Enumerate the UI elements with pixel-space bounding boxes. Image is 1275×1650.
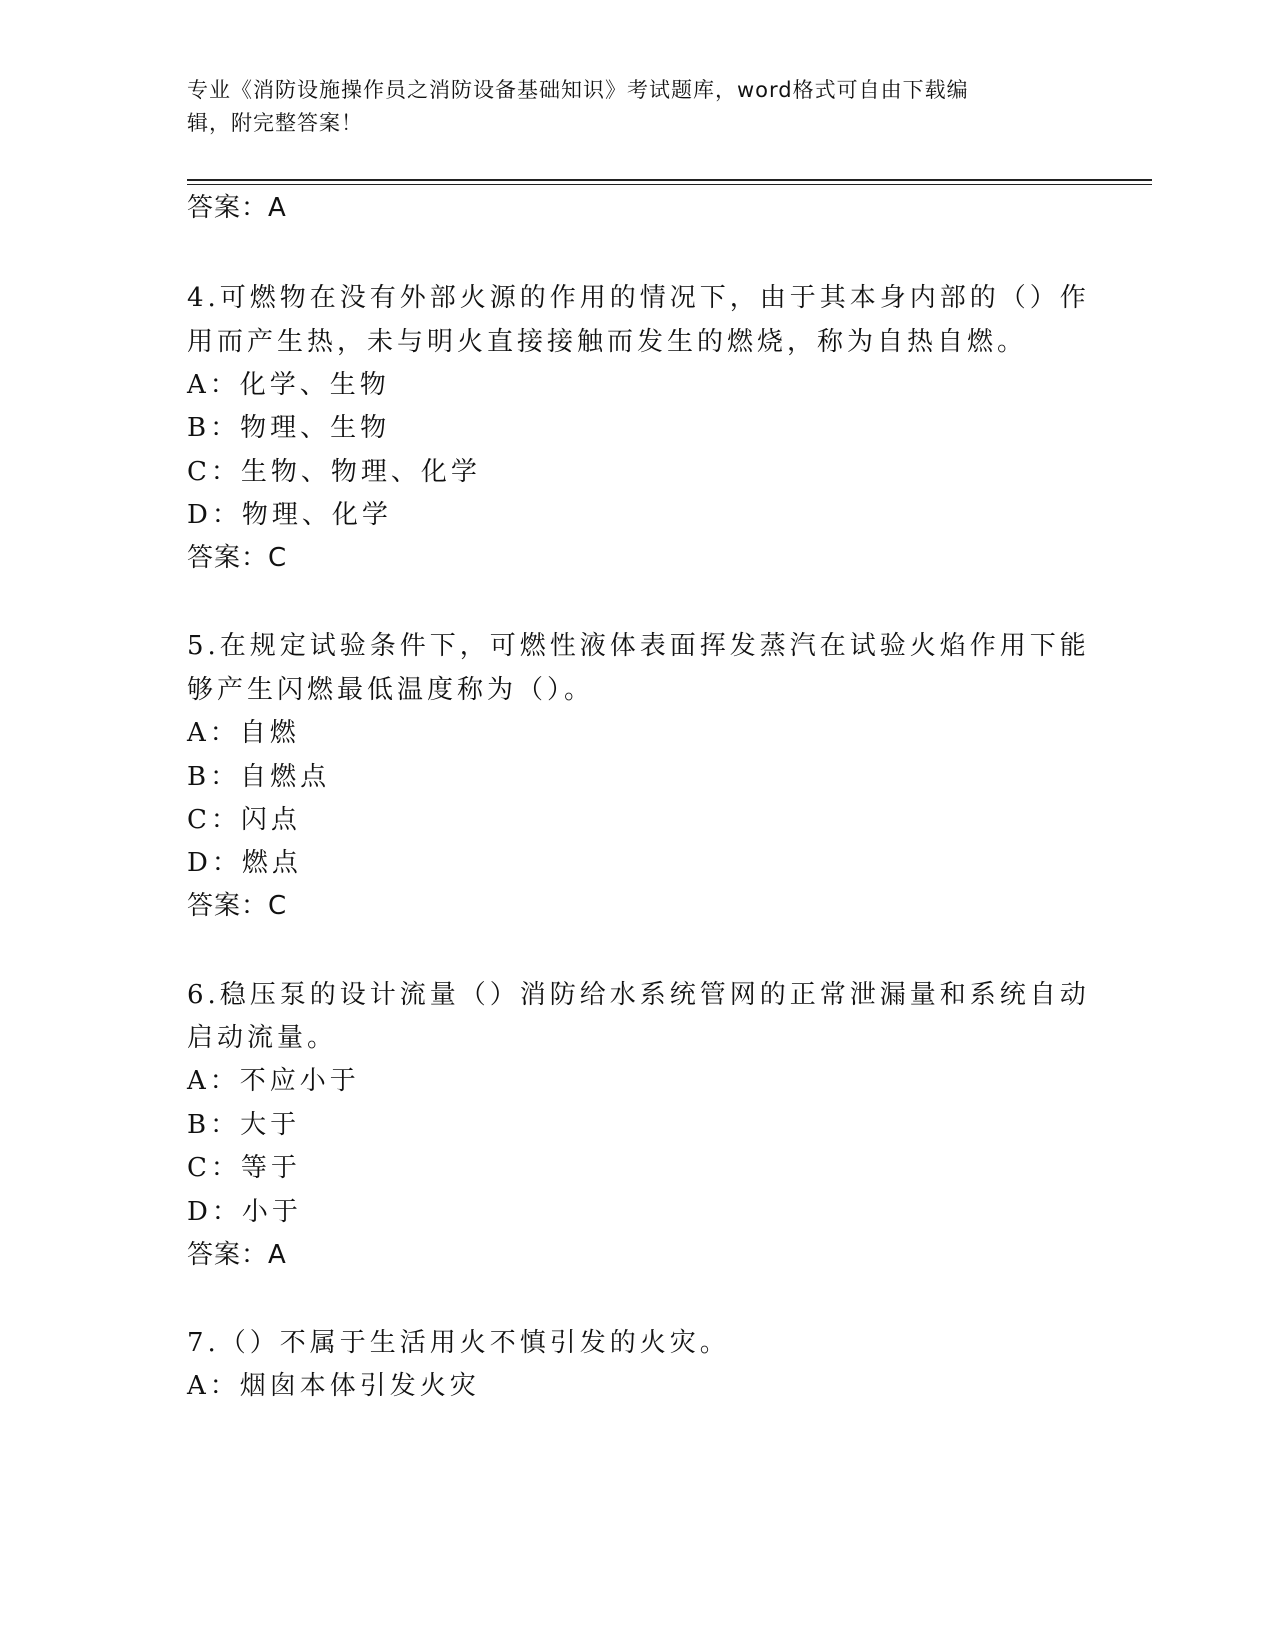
question-stem-line: 7.（）不属于生活用火不慎引发的火灾。 bbox=[187, 1328, 730, 1358]
option-a: A：不应小于 bbox=[187, 1066, 360, 1096]
question-stem-line: 5.在规定试验条件下，可燃性液体表面挥发蒸汽在试验火焰作用下能 bbox=[187, 631, 1090, 661]
option-b: B：物理、生物 bbox=[187, 413, 391, 443]
option-a: A：烟囱本体引发火灾 bbox=[187, 1371, 480, 1401]
question-stem-line: 启动流量。 bbox=[187, 1023, 338, 1053]
header-rule-thick bbox=[187, 179, 1152, 181]
answer: 答案：C bbox=[187, 543, 288, 573]
header-line-2: 辑，附完整答案！ bbox=[187, 111, 363, 135]
option-d: D：小于 bbox=[187, 1197, 302, 1227]
option-c: C：闪点 bbox=[187, 805, 301, 835]
option-a: A：自燃 bbox=[187, 718, 300, 748]
header-line-1: 专业《消防设施操作员之消防设备基础知识》考试题库，word格式可自由下载编 bbox=[187, 78, 969, 102]
option-d: D：燃点 bbox=[187, 848, 302, 878]
option-a: A：化学、生物 bbox=[187, 370, 390, 400]
document-header bbox=[187, 74, 1067, 140]
question-stem-line: 用而产生热，未与明火直接接触而发生的燃烧，称为自热自燃。 bbox=[187, 327, 1028, 357]
answer: 答案：A bbox=[187, 1240, 287, 1270]
option-d: D：物理、化学 bbox=[187, 500, 392, 530]
answer: 答案：C bbox=[187, 891, 288, 921]
option-c: C：等于 bbox=[187, 1153, 301, 1183]
question-stem-line: 4.可燃物在没有外部火源的作用的情况下，由于其本身内部的（）作 bbox=[187, 283, 1090, 313]
question-stem-line: 6.稳压泵的设计流量（）消防给水系统管网的正常泄漏量和系统自动 bbox=[187, 980, 1090, 1010]
option-c: C：生物、物理、化学 bbox=[187, 457, 481, 487]
previous-answer: 答案：A bbox=[187, 193, 287, 223]
header-rule-thin bbox=[187, 184, 1152, 185]
question-stem-line: 够产生闪燃最低温度称为（）。 bbox=[187, 675, 595, 705]
option-b: B：大于 bbox=[187, 1110, 301, 1140]
option-b: B：自燃点 bbox=[187, 762, 331, 792]
